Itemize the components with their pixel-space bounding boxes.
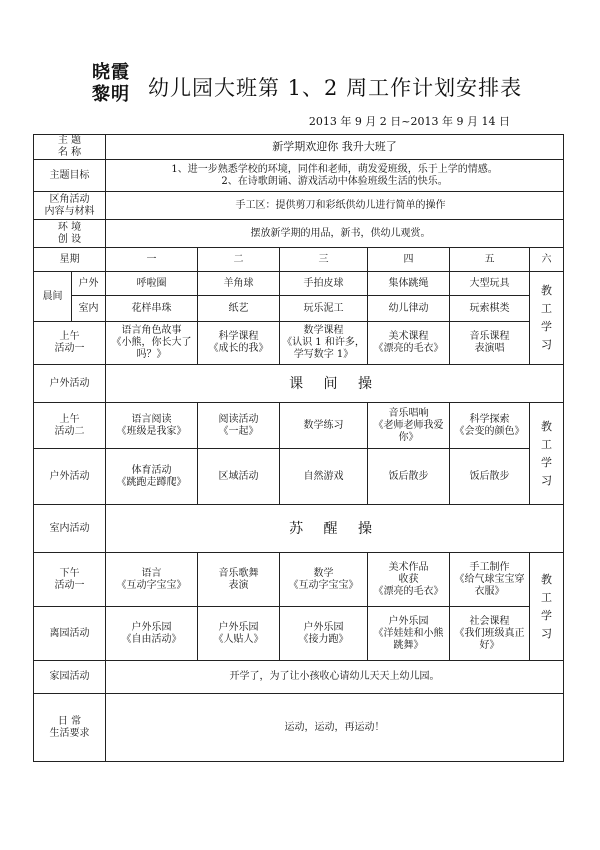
morning-outdoor-item: 集体跳绳 <box>368 272 450 296</box>
morning-outdoor-item: 羊角球 <box>198 272 280 296</box>
weekday-label: 星期 <box>34 248 106 272</box>
goals-label: 主题目标 <box>34 160 106 192</box>
am1-item: 语言角色故事 《小熊，你长大了吗？》 <box>106 322 198 365</box>
outdoor-break-row <box>34 365 564 403</box>
outdoor-break-value: 课 间 操 <box>106 365 564 403</box>
am2-item: 音乐唱响 《老师老师我爱你》 <box>368 403 450 449</box>
indoor-value: 苏 醒 操 <box>106 505 564 553</box>
corner-label: 区角活动 内容与材料 <box>34 192 106 220</box>
pm1-item: 手工制作 《给气球宝宝穿衣服》 <box>450 553 530 607</box>
am1-item: 数学课程 《认识 1 和许多，学写数字 1》 <box>280 322 368 365</box>
family-label: 家园活动 <box>34 661 106 694</box>
am1-label: 上午 活动一 <box>34 322 106 365</box>
indoor-row <box>34 505 564 553</box>
outdoor2-item: 体育活动 《跳跑走蹲爬》 <box>106 449 198 505</box>
am2-item: 语言阅读 《班级是我家》 <box>106 403 198 449</box>
pm1-item: 美术作品 收获 《漂亮的毛衣》 <box>368 553 450 607</box>
weekday-sat: 六 <box>530 248 564 272</box>
daily-value: 运动，运动，再运动！ <box>106 694 564 762</box>
weekday-tue: 二 <box>198 248 280 272</box>
leave-row <box>34 607 564 661</box>
outdoor2-item: 自然游戏 <box>280 449 368 505</box>
leave-item: 社会课程 《我们班级真正好》 <box>450 607 530 661</box>
leave-item: 户外乐园 《洋娃娃和小熊跳舞》 <box>368 607 450 661</box>
morning-outdoor-item: 呼啦圈 <box>106 272 198 296</box>
family-row <box>34 661 564 694</box>
indoor-label: 室内活动 <box>34 505 106 553</box>
weekly-plan-table <box>33 134 564 762</box>
outdoor2-item: 区域活动 <box>198 449 280 505</box>
family-value: 开学了，为了让小孩收心请幼儿天天上幼儿园。 <box>106 661 564 694</box>
morning-indoor-label: 室内 <box>72 296 106 322</box>
pm1-item: 语言 《互动字宝宝》 <box>106 553 198 607</box>
morning-indoor-item: 玩索棋类 <box>450 296 530 322</box>
morning-outdoor-row <box>34 272 564 296</box>
weekday-row <box>34 248 564 272</box>
pm1-label: 下午 活动一 <box>34 553 106 607</box>
am2-row <box>34 403 564 449</box>
pm1-item: 数学 《互动字宝宝》 <box>280 553 368 607</box>
morning-indoor-item: 花样串珠 <box>106 296 198 322</box>
morning-outdoor-item: 大型玩具 <box>450 272 530 296</box>
goals-row <box>34 160 564 192</box>
outdoor2-label: 户外活动 <box>34 449 106 505</box>
theme-value: 新学期欢迎你 我升大班了 <box>106 135 564 160</box>
morning-indoor-row <box>34 296 564 322</box>
outdoor-break-label: 户外活动 <box>34 365 106 403</box>
daily-row <box>34 694 564 762</box>
page-title: 幼儿园大班第 1、2 周工作计划安排表 <box>148 76 523 100</box>
am1-row <box>34 322 564 365</box>
morning-indoor-item: 玩乐泥工 <box>280 296 368 322</box>
outdoor2-row <box>34 449 564 505</box>
env-label: 环 境 创 设 <box>34 220 106 248</box>
env-value: 摆放新学期的用品，新书，供幼儿观赏。 <box>106 220 564 248</box>
am2-label: 上午 活动二 <box>34 403 106 449</box>
saturday-study-cell <box>530 553 564 661</box>
leave-label: 离园活动 <box>34 607 106 661</box>
date-range: 2013 年 9 月 2 日~2013 年 9 月 14 日 <box>308 115 510 128</box>
goals-value: 1、进一步熟悉学校的环境，同伴和老师，萌发爱班级，乐于上学的情感。 2、在诗歌朗诵、游戏活动中体验班级生活的快乐。 <box>106 160 564 192</box>
morning-indoor-item: 幼儿律动 <box>368 296 450 322</box>
weekday-wed: 三 <box>280 248 368 272</box>
morning-label: 晨间 <box>34 272 72 322</box>
am1-item: 美术课程 《漂亮的毛衣》 <box>368 322 450 365</box>
theme-label: 主 题 名 称 <box>34 135 106 160</box>
theme-row <box>34 135 564 160</box>
saturday-study-cell <box>530 272 564 365</box>
pm1-item: 音乐歌舞 表演 <box>198 553 280 607</box>
weekday-thu: 四 <box>368 248 450 272</box>
leave-item: 户外乐园 《人贴人》 <box>198 607 280 661</box>
morning-indoor-item: 纸艺 <box>198 296 280 322</box>
corner-row <box>34 192 564 220</box>
outdoor2-item: 饭后散步 <box>368 449 450 505</box>
morning-outdoor-label: 户外 <box>72 272 106 296</box>
saturday-study-cell <box>530 403 564 505</box>
outdoor2-item: 饭后散步 <box>450 449 530 505</box>
corner-value: 手工区：提供剪刀和彩纸供幼儿进行简单的操作 <box>106 192 564 220</box>
school-logo-text: 晓霞 黎明 <box>92 62 130 105</box>
saturday-study-text: 教 工 学 习 <box>541 284 553 351</box>
env-row <box>34 220 564 248</box>
leave-item: 户外乐园 《接力跑》 <box>280 607 368 661</box>
weekday-fri: 五 <box>450 248 530 272</box>
saturday-study-text: 教 工 学 习 <box>541 572 553 640</box>
am2-item: 科学探索 《会变的颜色》 <box>450 403 530 449</box>
morning-outdoor-item: 手拍皮球 <box>280 272 368 296</box>
document-header <box>0 0 600 130</box>
leave-item: 户外乐园 《自由活动》 <box>106 607 198 661</box>
daily-label: 日 常 生活要求 <box>34 694 106 762</box>
pm1-row <box>34 553 564 607</box>
am1-item: 音乐课程 表演唱 <box>450 322 530 365</box>
am1-item: 科学课程 《成长的我》 <box>198 322 280 365</box>
saturday-study-text: 教 工 学 习 <box>541 419 553 487</box>
am2-item: 数学练习 <box>280 403 368 449</box>
am2-item: 阅读活动 《一起》 <box>198 403 280 449</box>
weekday-mon: 一 <box>106 248 198 272</box>
